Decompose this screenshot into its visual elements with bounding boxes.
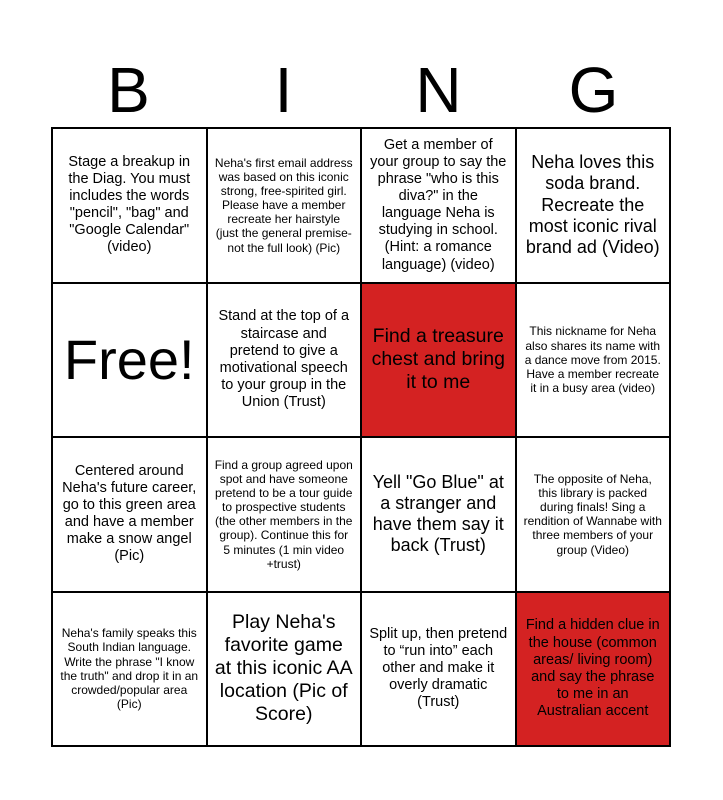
header-letter-b: B (107, 54, 150, 126)
bingo-cell-r1c1[interactable]: Stage a breakup in the Diag. You must includes the words "pencil", "bag" and "Google Calendar" (video) (53, 129, 208, 284)
bingo-cell-r4c4[interactable]: Find a hidden clue in the house (common areas/ living room) and say the phrase to me in an Australian accent (517, 593, 672, 748)
bingo-cell-r4c3[interactable]: Split up, then pretend to “run into” each other and make it overly dramatic (Trust) (362, 593, 517, 748)
header-letter-g: G (568, 54, 619, 126)
bingo-cell-r1c2[interactable]: Neha's first email address was based on this iconic strong, free-spirited girl. Please have a member recreate her hairstyle (just the general premise- not the full look) (Pic) (208, 129, 363, 284)
bingo-cell-r4c2[interactable]: Play Neha's favorite game at this iconic AA location (Pic of Score) (208, 593, 363, 748)
bingo-cell-free[interactable]: Free! (53, 284, 208, 439)
header-letter-n: N (415, 54, 462, 126)
bingo-cell-r3c3[interactable]: Yell "Go Blue" at a stranger and have them say it back (Trust) (362, 438, 517, 593)
bingo-cell-r3c2[interactable]: Find a group agreed upon spot and have someone pretend to be a tour guide to prospective students (the other members in the group). Continue this for 5 minutes (1 min video +trust) (208, 438, 363, 593)
bingo-cell-r4c1[interactable]: Neha's family speaks this South Indian language. Write the phrase "I know the truth" and drop it in an crowded/popular area (Pic) (53, 593, 208, 748)
bingo-cell-r1c3[interactable]: Get a member of your group to say the phrase "who is this diva?" in the language Neha is studying in school. (Hint: a romance language) (video) (362, 129, 517, 284)
bingo-cell-r2c3[interactable]: Find a treasure chest and bring it to me (362, 284, 517, 439)
bingo-cell-r3c4[interactable]: The opposite of Neha, this library is packed during finals! Sing a rendition of Wannabe with three members of your group (Video) (517, 438, 672, 593)
bingo-header (51, 56, 671, 124)
bingo-board (51, 127, 671, 747)
bingo-cell-r2c2[interactable]: Stand at the top of a staircase and pretend to give a motivational speech to your group in the Union (Trust) (208, 284, 363, 439)
bingo-cell-r1c4[interactable]: Neha loves this soda brand. Recreate the most iconic rival brand ad (Video) (517, 129, 672, 284)
bingo-cell-r3c1[interactable]: Centered around Neha's future career, go to this green area and have a member make a snow angel (Pic) (53, 438, 208, 593)
bingo-cell-r2c4[interactable]: This nickname for Neha also shares its name with a dance move from 2015. Have a member recreate it in a busy area (video) (517, 284, 672, 439)
header-letter-i: I (274, 54, 293, 126)
